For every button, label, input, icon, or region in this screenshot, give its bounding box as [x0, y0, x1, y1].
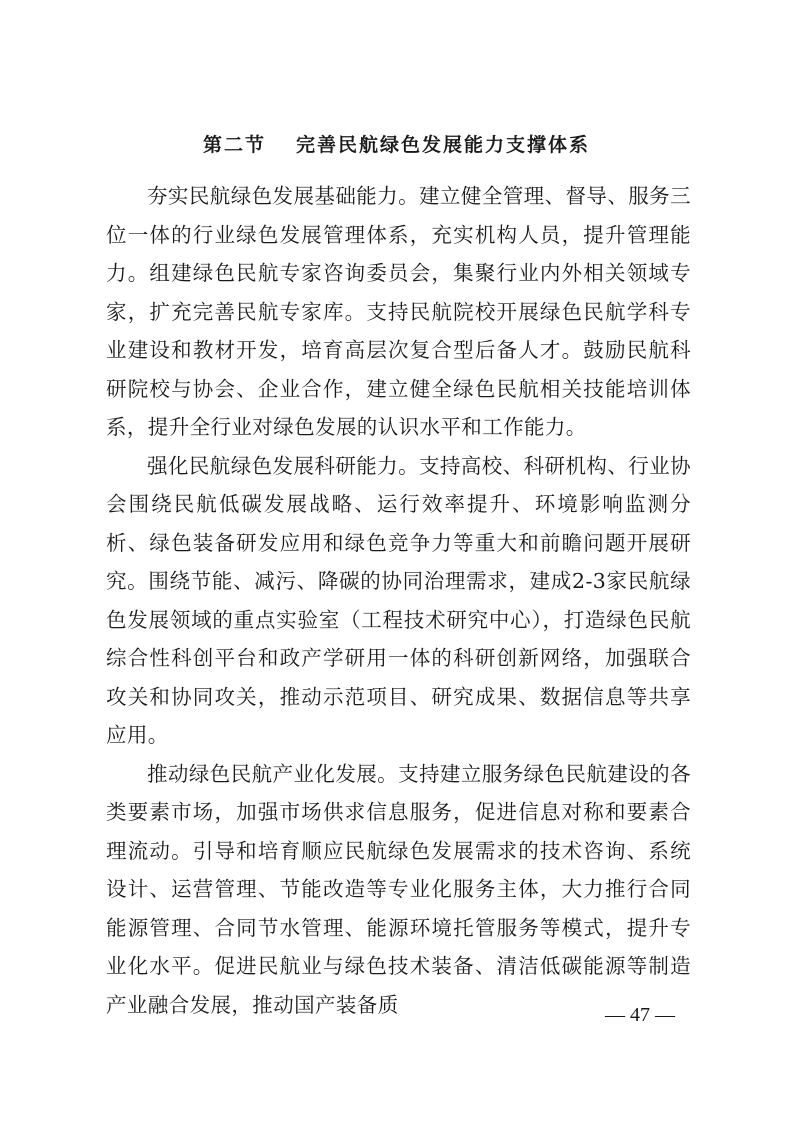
section-heading — [0, 131, 793, 159]
section-number: 第二节 — [202, 134, 266, 156]
paragraph-foundation-capability: 夯实民航绿色发展基础能力。建立健全管理、督导、服务三位一体的行业绿色发展管理体系，充实机构人员，提升管理能力。组建绿色民航专家咨询委员会，集聚行业内外相关领域专家，扩充完善民航专家库。支持民航院校开展绿色民航学科专业建设和教材开发，培育高层次复合型后备人才。鼓励民航科研院校与协会、企业合作，建立健全绿色民航相关技能培训体系，提升全行业对绿色发展的认识水平和工作能力。 — [106, 184, 691, 439]
body-text — [106, 177, 691, 1024]
paragraph-research-capability: 强化民航绿色发展科研能力。支持高校、科研机构、行业协会围绕民航低碳发展战略、运行效率提升、环境影响监测分析、绿色装备研发应用和绿色竞争力等重大和前瞻问题开展研究。围绕节能、减污、降碳的协同治理需求，建成2-3家民航绿色发展领域的重点实验室（工程技术研究中心），打造绿色民航综合性科创平台和政产学研用一体的科研创新网络，加强联合攻关和协同攻关，推动示范项目、研究成果、数据信息等共享应用。 — [106, 453, 691, 747]
section-title-text: 完善民航绿色发展能力支撑体系 — [296, 134, 591, 156]
paragraph-industrialization: 推动绿色民航产业化发展。支持建立服务绿色民航建设的各类要素市场，加强市场供求信息服务，促进信息对称和要素合理流动。引导和培育顺应民航绿色发展需求的技术咨询、系统设计、运营管理、节能改造等专业化服务主体，大力推行合同能源管理、合同节水管理、能源环境托管服务等模式，提升专业化水平。促进民航业与绿色技术装备、清洁低碳能源等制造产业融合发展，推动国产装备质 — [106, 761, 691, 1017]
page-number: — 47 — — [605, 1004, 675, 1026]
